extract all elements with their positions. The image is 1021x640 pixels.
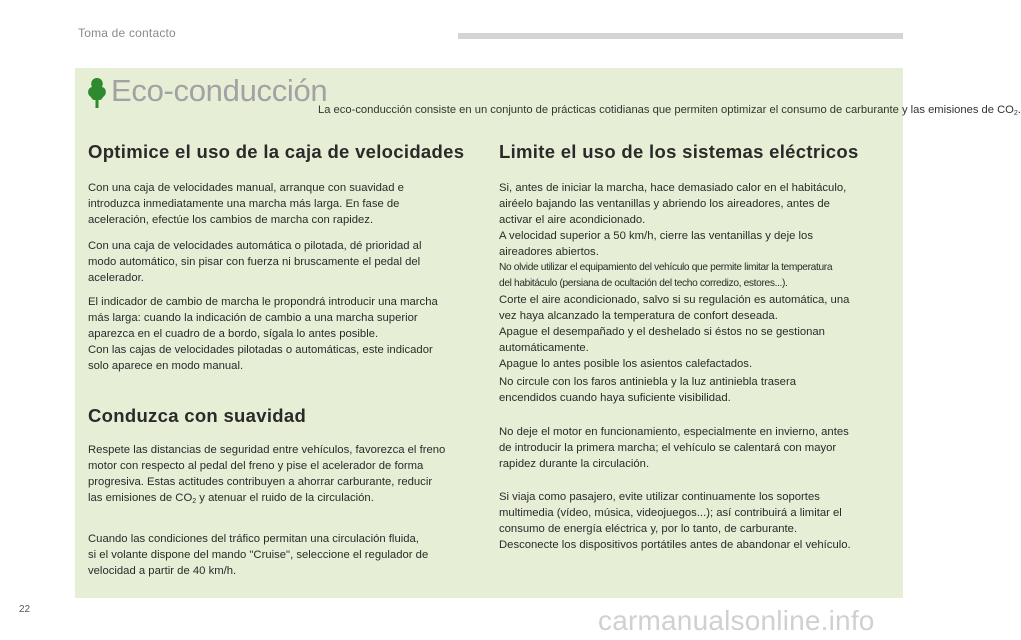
header-title: Toma de contacto xyxy=(78,26,176,40)
paragraph-engine-idle: No deje el motor en funcionamiento, especialmente en invierno, antes de introducir la primera marcha; el vehículo se calentará con mayor rapidez durante la circulación. xyxy=(499,426,849,470)
section-title-smooth-driving: Conduzca con suavidad xyxy=(88,405,307,426)
paragraph-fog-lights: No circule con los faros antiniebla y la luz antiniebla trasera encendidos cuando haya suficiente visibilidad. xyxy=(499,376,797,404)
intro-text: La eco-conducción consiste en un conjunto de prácticas cotidianas que permiten optimizar el consumo de carburante y las emisiones de $CO_2$. xyxy=(318,104,1021,117)
page-title: Eco-conducción xyxy=(111,73,328,108)
note-line: del habitáculo (persiana de ocultación del techo corredizo, estores...). xyxy=(499,278,788,289)
section-title-electrical-systems: Limite el uso de los sistemas eléctricos xyxy=(499,141,859,162)
paragraph-safety-distance: Respete las distancias de seguridad entre vehículos, favorezca el freno motor con respecto al pedal del freno y pise el acelerador de forma progresiva. Estas actitudes contribuyen a ahorrar carburante, reducir las emisiones de $CO_2$ y atenuar el ruido de la circulación. xyxy=(88,444,446,505)
header-bar xyxy=(458,33,903,39)
paragraph-manual-gearbox: Con una caja de velocidades manual, arranque con suavidad e introduzca inmediatamente una marcha más larga. En fase de aceleración, efectúe los cambios de marcha con rapidez. xyxy=(88,182,404,226)
watermark: carmanualsonline.info xyxy=(598,605,875,636)
paragraph-cruise-control: Cuando las condiciones del tráfico permitan una circulación fluida, si el volante dispone del mando "Cruise", seleccione el regulador de velocidad a partir de 40 km/h. xyxy=(88,533,429,577)
page-number: 22 xyxy=(19,604,31,615)
paragraph-multimedia: Si viaja como pasajero, evite utilizar continuamente los soportes multimedia (vídeo, música, videojuegos...); así contribuirá a limitar el consumo de energía eléctrica y, por lo tanto, de carburante. Desconecte los dispositivos portátiles antes de abandonar el vehículo. xyxy=(499,491,851,551)
note-line: No olvide utilizar el equipamiento del vehículo que permite limitar la temperatura xyxy=(499,262,833,273)
leaf-icon xyxy=(86,78,108,108)
paragraph-air-conditioning: Si, antes de iniciar la marcha, hace demasiado calor en el habitáculo, airéelo bajando las ventanillas y abriendo los aireadores, antes de activar el aire acondicionado. A velocidad superior a 50 km/h, cierre las ventanillas y deje los aireadores abiertos. No olvide utilizar el equipamiento del vehículo que permite limitar la temperatura del habitáculo (persiana de ocultación del techo corredizo, estores...). Corte el aire acondicionado, salvo si su regulación es automática, una vez haya alcanzado la temperatura de confort deseada. Apague el desempañado y el deshelado si éstos no se gestionan automáticamente. Apague lo antes posible los asientos calefactados. xyxy=(499,182,850,370)
paragraph-automatic-gearbox: Con una caja de velocidades automática o pilotada, dé prioridad al modo automático, sin pisar con fuerza ni bruscamente el pedal del acelerador. xyxy=(88,240,422,284)
paragraph-gear-indicator: El indicador de cambio de marcha le propondrá introducir una marcha más larga: cuando la indicación de cambio a una marcha superior aparezca en el cuadro de a bordo, sígala lo antes posible. Con las cajas de velocidades pilotadas o automáticas, este indicador solo aparece en modo manual. xyxy=(88,296,438,372)
section-title-gearbox: Optimice el uso de la caja de velocidades xyxy=(88,141,465,162)
